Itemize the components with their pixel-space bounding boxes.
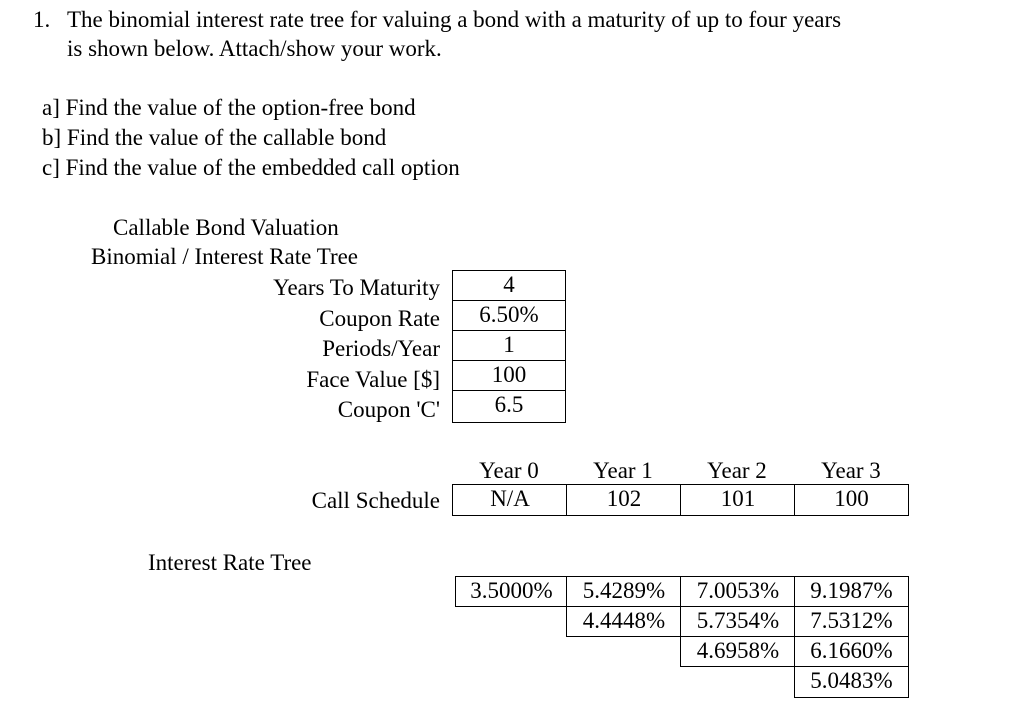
call-value-year-3: 100 bbox=[794, 484, 909, 516]
rate-y1-n1: 4.4448% bbox=[566, 606, 681, 637]
table-subtitle: Binomial / Interest Rate Tree bbox=[91, 244, 359, 269]
param-value-coupon-rate: 6.50% bbox=[452, 300, 566, 331]
question-number: 1. bbox=[33, 7, 51, 32]
call-schedule-label: Call Schedule bbox=[311, 488, 440, 513]
year-header-1: Year 1 bbox=[593, 458, 653, 483]
call-value-year-1: 102 bbox=[566, 484, 681, 516]
rate-y3-n0: 9.1987% bbox=[794, 576, 909, 607]
question-line-2: is shown below. Attach/show your work. bbox=[67, 36, 442, 61]
year-header-0: Year 0 bbox=[479, 458, 539, 483]
part-a: a] Find the value of the option-free bond bbox=[42, 95, 416, 120]
table-title: Callable Bond Valuation bbox=[113, 215, 339, 240]
param-label-coupon-rate: Coupon Rate bbox=[319, 306, 440, 331]
param-label-coupon: Coupon 'C' bbox=[337, 397, 440, 422]
rate-tree-label: Interest Rate Tree bbox=[148, 550, 312, 575]
param-value-coupon: 6.5 bbox=[452, 390, 566, 423]
question-line-1: The binomial interest rate tree for valuing a bond with a maturity of up to four years bbox=[67, 7, 842, 32]
rate-y2-n2: 4.6958% bbox=[680, 636, 795, 667]
year-header-3: Year 3 bbox=[821, 458, 881, 483]
call-value-year-0: N/A bbox=[452, 484, 567, 516]
year-header-2: Year 2 bbox=[707, 458, 767, 483]
rate-y3-n1: 7.5312% bbox=[794, 606, 909, 637]
param-value-years: 4 bbox=[452, 270, 566, 301]
part-c: c] Find the value of the embedded call option bbox=[42, 155, 460, 180]
rate-y0-n0: 3.5000% bbox=[455, 576, 567, 607]
param-value-face-value: 100 bbox=[452, 360, 566, 391]
param-label-years: Years To Maturity bbox=[273, 275, 440, 300]
rate-y2-n1: 5.7354% bbox=[680, 606, 795, 637]
param-label-face-value: Face Value [$] bbox=[306, 367, 440, 392]
part-b: b] Find the value of the callable bond bbox=[42, 125, 387, 150]
param-value-periods: 1 bbox=[452, 330, 566, 361]
rate-y2-n0: 7.0053% bbox=[680, 576, 795, 607]
param-label-periods: Periods/Year bbox=[322, 336, 440, 361]
call-value-year-2: 101 bbox=[680, 484, 795, 516]
rate-y3-n2: 6.1660% bbox=[794, 636, 909, 667]
rate-y1-n0: 5.4289% bbox=[566, 576, 681, 607]
rate-y3-n3: 5.0483% bbox=[794, 666, 909, 698]
